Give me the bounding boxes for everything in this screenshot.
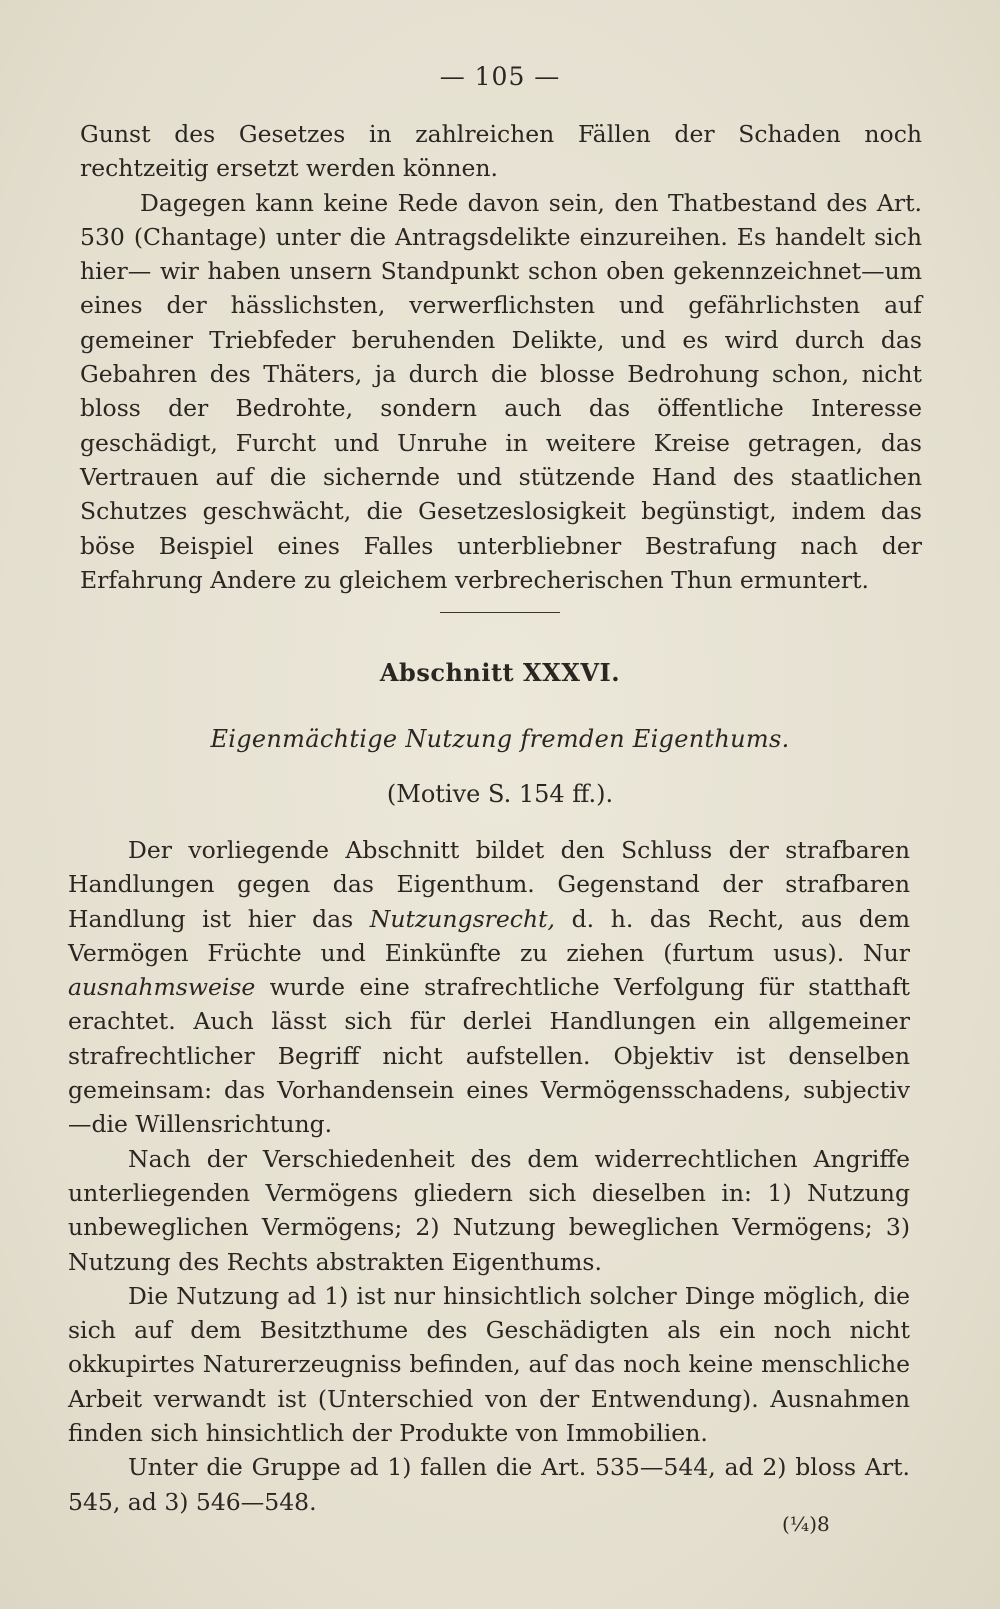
paragraph-articles: Unter die Gruppe ad 1) fallen die Art. 535—544, ad 2) bloss Art. 545, ad 3) 546—548.: [68, 1453, 910, 1516]
text-run: wurde eine strafrechtliche Verfolgung für statthaft erachtet. Auch lässt sich für derlei Handlungen ein allgemeiner strafrechtlicher Begriff nicht aufstellen. Objektiv ist denselben gemeinsam: das Vorhandensein eines Vermögensschadens, subjectiv—die Willensrichtung.: [68, 973, 910, 1139]
section-body: [68, 833, 910, 1519]
section-subtitle: Eigenmächtige Nutzung fremden Eigenthums.: [210, 725, 790, 753]
printer-signature-mark: (¼)8: [782, 1512, 830, 1536]
text-run: d. h. das Recht, aus dem Vermögen Früchte und Einkünfte zu ziehen (furtum usus). Nur: [68, 904, 910, 967]
section-motive-reference: (Motive S. 154 ff.).: [386, 780, 614, 808]
emphasis-ausnahmsweise: ausnahmsweise: [68, 973, 256, 1002]
paragraph-continuation: Gunst des Gesetzes in zahlreichen Fällen der Schaden noch rechtzeitig ersetzt werden können.: [80, 120, 922, 183]
section-title: Abschnitt XXXVI.: [379, 658, 621, 687]
page-number: — 105 —: [439, 62, 561, 91]
emphasis-nutzungsrecht: Nutzungsrecht,: [369, 904, 556, 933]
section-divider: [440, 612, 560, 613]
paragraph-chantage: Dagegen kann keine Rede davon sein, den Thatbestand des Art. 530 (Chantage) unter die Antragsdelikte einzureihen. Es handelt sich hier— wir haben unsern Standpunkt schon oben gekennzeichnet—um eines der hässlichsten, verwerflichsten und gefährlichsten auf gemeiner Triebfeder beruhenden Delikte, und es wird durch das Gebahren des Thäters, ja durch die blosse Bedrohung schon, nicht bloss der Bedrohte, sondern auch das öffentliche Interesse geschädigt, Furcht und Unruhe in weitere Kreise getragen, das Vertrauen auf die sichernde und stützende Hand des staatlichen Schutzes geschwächt, die Gesetzeslosigkeit begünstigt, indem das böse Beispiel eines Falles unterbliebner Bestrafung nach der Erfahrung Andere zu gleichem verbrecherischen Thun ermuntert.: [80, 188, 922, 594]
top-text-block: [80, 117, 922, 597]
paragraph-intro: [68, 833, 910, 1142]
paragraph-nutzung-ad1: Die Nutzung ad 1) ist nur hinsichtlich solcher Dinge möglich, die sich auf dem Besitzthume des Geschädigten als ein noch nicht okkupirtes Naturerzeugniss befinden, auf das noch keine menschliche Arbeit verwandt ist (Unterschied von der Entwendung). Ausnahmen finden sich hinsichtlich der Produkte von Immobilien.: [68, 1281, 910, 1448]
paragraph-classification: Nach der Verschiedenheit des dem widerrechtlichen Angriffe unterliegenden Vermögens gliedern sich dieselben in: 1) Nutzung unbeweglichen Vermögens; 2) Nutzung beweglichen Vermögens; 3) Nutzung des Rechts abstrakten Eigenthums.: [68, 1144, 910, 1276]
text-run: Der vorliegende Abschnitt bildet den Schluss der strafbaren Handlungen gegen das Eigenthum. Gegenstand der strafbaren Handlung ist hier das: [68, 836, 910, 933]
